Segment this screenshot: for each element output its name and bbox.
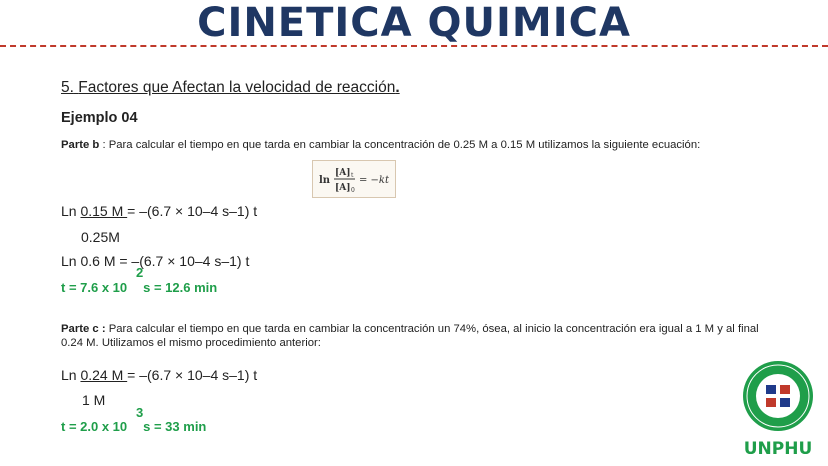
parte-c-label: Parte c : [61,323,106,335]
equation-image [312,160,396,198]
page-title: CINETICA QUIMICA [197,0,631,46]
parte-c-paragraph: Parte c : Para calcular el tiempo en que tarda en cambiar la concentración un 74%, ósea, al inicio la concentración era igual a 1 M y al final 0.24 M. Utilizamos el mismo procedimiento anterior: [61,323,759,349]
svg-text:0: 0 [351,187,355,194]
calc-c-line1: Ln 0.24 M = –(6.7 × 10–4 s–1) t [61,367,258,383]
calc-b-exponent: 2 [136,265,144,280]
example-heading: Ejemplo 04 [61,110,138,126]
svg-text:t: t [351,172,354,179]
logo-name: UNPHU [743,439,813,458]
equation-numerator: [A] [335,168,351,178]
equation-rhs: = −kt [359,175,390,186]
calc-b-denominator: 0.25M [81,229,120,245]
calc-b-line2: Ln 0.6 M = –(6.7 × 10–4 s–1) t [61,253,250,269]
calc-b-result: t = 7.6 x 10 s = 12.6 min [61,280,218,295]
calc-c-denominator: 1 M [82,392,106,408]
calc-c-exponent: 3 [136,405,144,420]
equation-denominator: [A] [335,183,351,193]
title-divider [0,45,828,47]
calc-b-line1: Ln 0.15 M = –(6.7 × 10–4 s–1) t [61,203,258,219]
calc-c-result: t = 2.0 x 10 s = 33 min [61,419,207,434]
parte-b-paragraph: Parte b : Para calcular el tiempo en que tarda en cambiar la concentración de 0.25 M a 0.15 M utilizamos la siguiente ecuación: [61,139,701,151]
parte-b-label: Parte b [61,139,100,151]
equation-ln: ln [319,175,331,186]
section-heading: 5. Factores que Afectan la velocidad de reacción. [61,79,400,96]
unphu-logo [736,358,820,458]
